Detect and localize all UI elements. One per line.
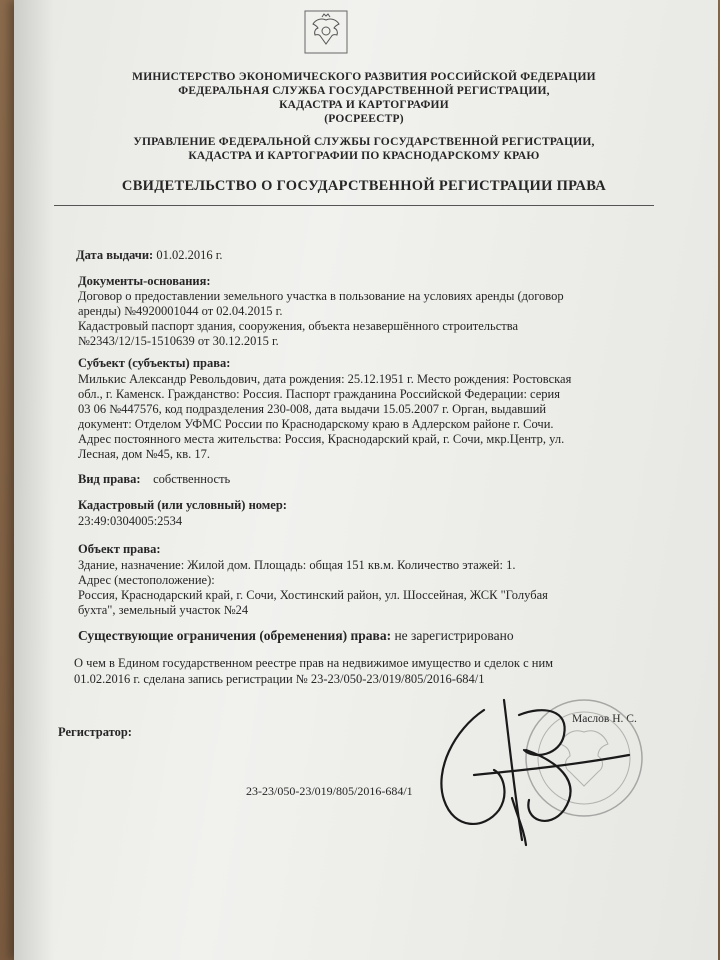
ministry-line-4: (РОСРЕЕСТР): [324, 113, 404, 125]
restrictions-row: [78, 628, 514, 644]
documents-line: Договор о предоставлении земельного участка в пользование на условиях аренды (договор: [78, 289, 564, 303]
object-line: Россия, Краснодарский край, г. Сочи, Хостинский район, ул. Шоссейная, ЖСК "Голубая: [78, 588, 548, 602]
registrar-label: Регистратор:: [58, 725, 132, 739]
footer-registration-number: 23-23/050-23/019/805/2016-684/1: [246, 784, 413, 798]
subject-line: обл., г. Каменск. Гражданство: Россия. Паспорт гражданина Российской Федерации: серия: [78, 387, 560, 401]
office-line-2: КАДАСТРА И КАРТОГРАФИИ ПО КРАСНОДАРСКОМУ КРАЮ: [188, 150, 540, 162]
coat-of-arms-icon: [302, 8, 350, 56]
ministry-line-1: МИНИСТЕРСТВО ЭКОНОМИЧЕСКОГО РАЗВИТИЯ РОССИЙСКОЙ ФЕДЕРАЦИИ: [132, 71, 596, 83]
right-type-label: Вид права:: [78, 472, 141, 486]
handwritten-signature: [441, 700, 629, 845]
registry-line: 01.02.2016 г. сделана запись регистрации № 23-23/050-23/019/805/2016-684/1: [74, 672, 485, 686]
subject-line: Милькис Александр Револьдович, дата рождения: 25.12.1951 г. Место рождения: Ростовская: [78, 372, 572, 386]
documents-label: Документы-основания:: [78, 274, 211, 288]
document-sheet: [14, 0, 718, 960]
registry-line: О чем в Едином государственном реестре прав на недвижимое имущество и сделок с ним: [74, 656, 554, 670]
ministry-line-2: ФЕДЕРАЛЬНАЯ СЛУЖБА ГОСУДАРСТВЕННОЙ РЕГИСТРАЦИИ,: [178, 85, 550, 97]
subject-line: Лесная, дом №45, кв. 17.: [78, 447, 210, 461]
right-type-row: [78, 472, 230, 488]
right-type-value: собственность: [153, 472, 231, 486]
object-line: бухта", земельный участок №24: [78, 603, 249, 617]
ministry-line-3: КАДАСТРА И КАРТОГРАФИИ: [279, 99, 449, 111]
subject-line: документ: Отделом УФМС России по Краснодарскому краю в Адлерском районе г. Сочи.: [78, 417, 554, 431]
restrictions-label: Существующие ограничения (обременения) права:: [78, 628, 392, 643]
title-underline: [54, 205, 654, 206]
subject-line: Адрес постоянного места жительства: Россия, Краснодарский край, г. Сочи, мкр.Центр, ул.: [78, 432, 565, 446]
object-label: Объект права:: [78, 542, 161, 556]
documents-line: аренды) №4920001044 от 02.04.2015 г.: [78, 304, 283, 318]
document-title: СВИДЕТЕЛЬСТВО О ГОСУДАРСТВЕННОЙ РЕГИСТРАЦИИ ПРАВА: [121, 178, 607, 194]
issue-date-row: [76, 248, 223, 264]
subject-line: 03 06 №447576, код подразделения 230-008, дата выдачи 15.05.2007 г. Орган, выдавший: [78, 402, 547, 416]
signature-stamp: [414, 680, 714, 860]
object-line: Адрес (местоположение):: [78, 573, 215, 587]
page-shadow: [14, 0, 54, 960]
documents-line: №2343/12/15-1510639 от 30.12.2015 г.: [78, 334, 279, 348]
cadastral-label: Кадастровый (или условный) номер:: [78, 498, 287, 512]
documents-line: Кадастровый паспорт здания, сооружения, объекта незавершённого строительства: [78, 319, 519, 333]
subject-label: Субъект (субъекты) права:: [78, 356, 231, 370]
object-line: Здание, назначение: Жилой дом. Площадь: общая 151 кв.м. Количество этажей: 1.: [78, 558, 516, 572]
restrictions-value: не зарегистрировано: [394, 628, 514, 643]
office-line-1: УПРАВЛЕНИЕ ФЕДЕРАЛЬНОЙ СЛУЖБЫ ГОСУДАРСТВЕННОЙ РЕГИСТРАЦИИ,: [133, 136, 595, 148]
registrar-name: Маслов Н. С.: [572, 713, 637, 725]
issue-date-label: Дата выдачи:: [76, 248, 154, 262]
issue-date-value: 01.02.2016 г.: [156, 248, 223, 262]
cadastral-value: 23:49:0304005:2534: [78, 514, 183, 528]
